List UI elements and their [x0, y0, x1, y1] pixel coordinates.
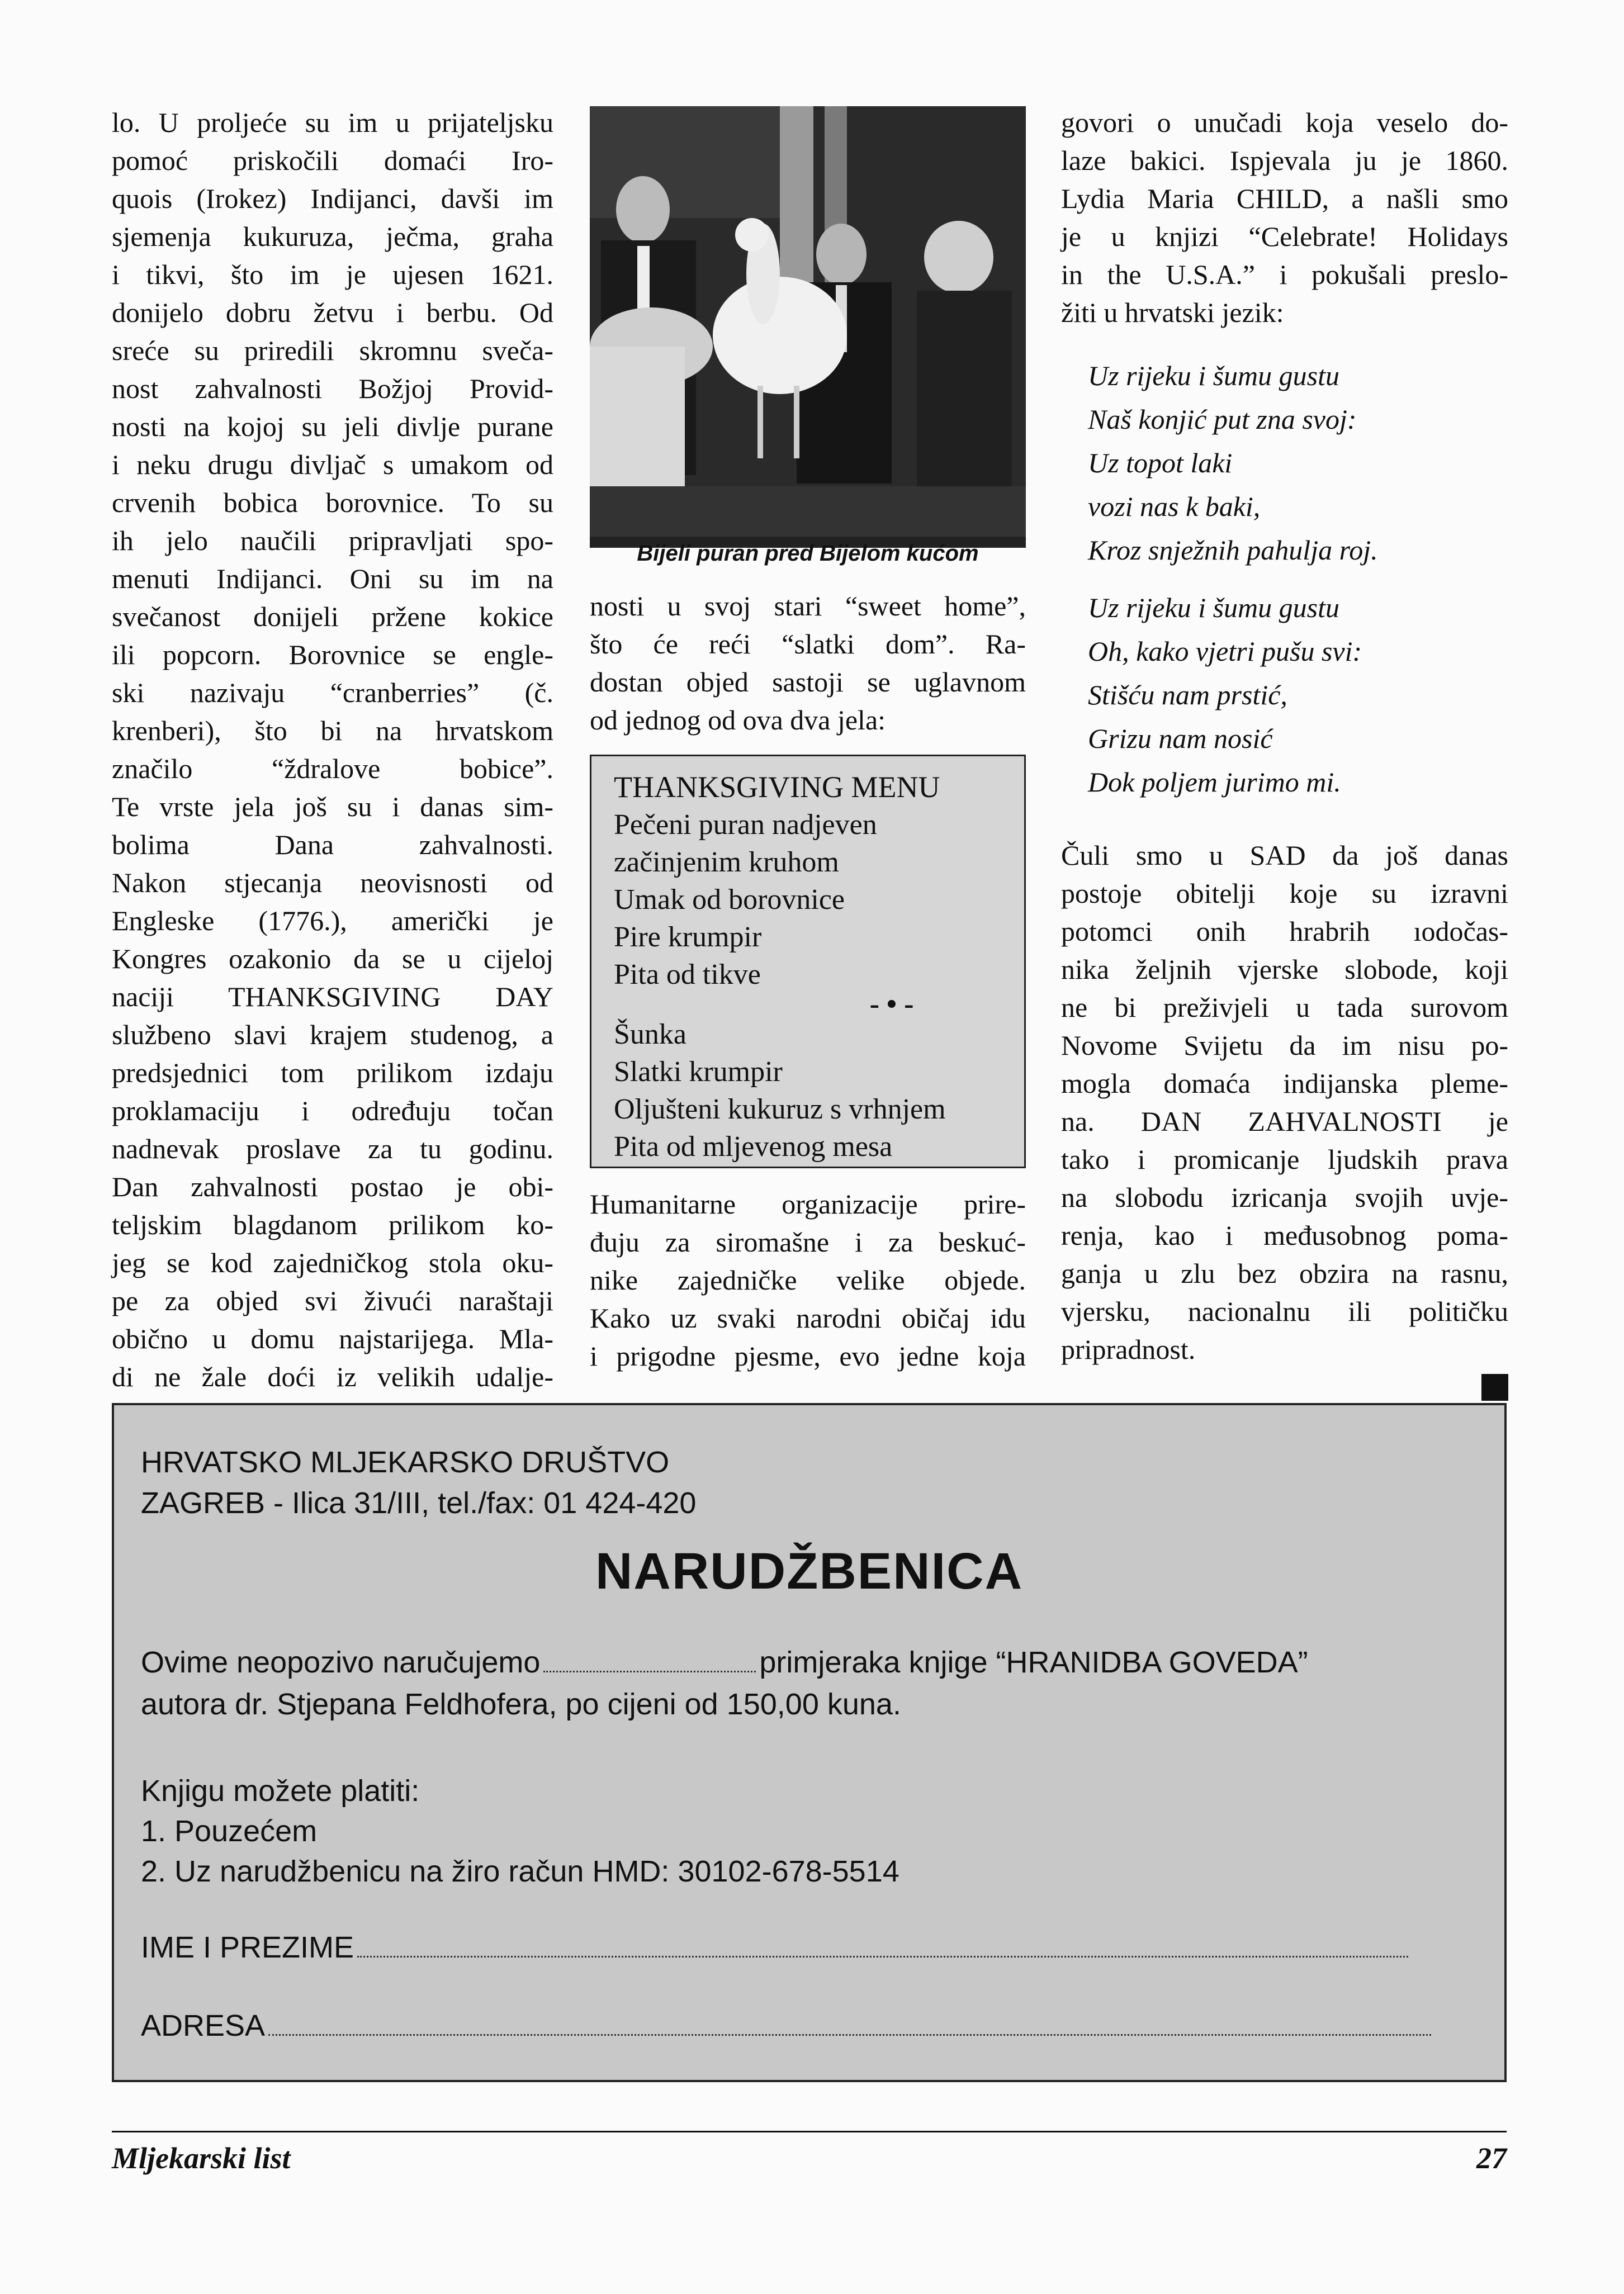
text-line: tako i promicanje ljudskih prava [1061, 1144, 1508, 1175]
poem-line: Uz topot laki [1088, 447, 1233, 478]
name-label: IME I PREZIME [141, 1931, 354, 1964]
order-text-a: Ovime neopozivo naručujemo [141, 1646, 541, 1679]
text-line: nost zahvalnosti Božjoj Provid- [112, 373, 553, 404]
quantity-field[interactable] [543, 1671, 756, 1672]
text-line: laze bakici. Ispjevala ju je 1860. [1061, 145, 1508, 176]
text-line: sjemenja kukuruza, ječma, graha [112, 221, 553, 252]
text-line: Čuli smo u SAD da još danas [1061, 840, 1508, 871]
text-line: nike zajedničke velike objede. [590, 1264, 1026, 1296]
text-line: nosti na kojoj su jeli divlje purane [112, 411, 553, 442]
article-column-2-bottom [590, 1185, 1026, 1375]
address-label: ADRESA [141, 2009, 266, 2042]
poem-line: Naš konjić put zna svoj: [1088, 404, 1357, 435]
article-column-3 [1061, 103, 1508, 1401]
text-line: proklamaciju i određuju točan [112, 1095, 553, 1126]
page-number: 27 [1476, 2141, 1507, 2175]
text-line: crvenih bobica borovnice. To su [112, 487, 553, 518]
text-line: značilo “ždralove bobice”. [112, 753, 553, 784]
text-line: i prigodne pjesme, evo jedne koja [590, 1340, 1026, 1372]
menu-title: THANKSGIVING MENU [614, 770, 940, 804]
text-line: sreće su priredili skromnu sveča- [112, 335, 553, 366]
poem-line: Uz rijeku i šumu gustu [1088, 592, 1339, 623]
poem-line: Dok poljem jurimo mi. [1088, 766, 1341, 798]
text-line: menuti Indijanci. Oni su im na [112, 563, 553, 594]
name-row [141, 1931, 1412, 1964]
text-line: predsjednici tom prilikom izdaju [112, 1057, 553, 1088]
menu-item: Pita od mljevenog mesa [614, 1131, 893, 1163]
text-line: mogla domaća indijanska pleme- [1061, 1068, 1508, 1099]
text-line: quois (Irokez) Indijanci, davši im [112, 183, 553, 214]
text-line: dostan objed sastoji se uglavnom [590, 666, 1026, 698]
payment-title: Knjigu možete platiti: [141, 1774, 420, 1808]
text-line: ne bi preživjeli u tada surovom [1061, 992, 1508, 1023]
text-line: naciji THANKSGIVING DAY [112, 981, 553, 1012]
text-line: i tikvi, što im je ujesen 1621. [112, 259, 553, 290]
poem-line: vozi nas k baki, [1088, 491, 1261, 522]
article-column-2-top [590, 587, 1026, 739]
photo-illustration [590, 106, 1026, 537]
text-line: ganja u zlu bez obzira na rasnu, [1061, 1258, 1508, 1289]
text-line: obično u domu najstarijega. Mla- [112, 1323, 553, 1354]
text-line: govori o unučadi koja veselo do- [1061, 107, 1508, 138]
text-line: lo. U proljeće su im u prijateljsku [112, 107, 553, 138]
text-line: pripradnost. [1061, 1334, 1196, 1365]
text-line: Kongres ozakonio da se u cijeloj [112, 943, 553, 974]
text-line: pomoć priskočili domaći Iro- [112, 145, 553, 176]
menu-item: začinjenim kruhom [614, 846, 839, 878]
text-line: Nakon stjecanja neovisnosti od [112, 867, 553, 898]
poem-line: Grizu nam nosić [1088, 723, 1273, 754]
column-3-intro [1061, 103, 1508, 331]
text-line: krenberi), što bi na hrvatskom [112, 715, 553, 746]
poem-line: Kroz snježnih pahulja roj. [1088, 534, 1378, 566]
menu-item: Pita od tikve [614, 959, 761, 990]
text-line: Humanitarne organizacije prire- [590, 1188, 1026, 1220]
order-form [112, 1403, 1507, 2082]
text-line: pe za objed svi živući naraštaji [112, 1285, 553, 1316]
order-line-2: autora dr. Stjepana Feldhofera, po cijeni od 150,00 kuna. [141, 1688, 901, 1721]
text-line: Novome Svijetu da im nisu po- [1061, 1030, 1508, 1061]
menu-separator: - • - [869, 988, 914, 1020]
text-line: na slobodu izricanja svojih uvje- [1061, 1182, 1508, 1213]
column-3-conclusion [1061, 836, 1508, 1368]
article-column-1 [112, 103, 553, 1396]
text-line: teljskim blagdanom prilikom ko- [112, 1209, 553, 1240]
poem-line: Stišću nam prstić, [1088, 679, 1287, 710]
poem-stanza-2 [1061, 586, 1508, 804]
text-line: vjersku, nacionalnu ili političku [1061, 1296, 1508, 1327]
photo-caption: Bijeli puran pred Bijelom kućom [637, 541, 979, 566]
text-line: nadnevak proslave za tu godinu. [112, 1133, 553, 1164]
text-line: svečanost donijeli pržene kokice [112, 601, 553, 632]
text-line: potomci onih hrabrih ıodočas- [1061, 916, 1508, 947]
form-title: NARUDŽBENICA [595, 1543, 1024, 1600]
text-line: Lydia Maria CHILD, a našli smo [1061, 183, 1508, 214]
text-line: jeg se kod zajedničkog stola oku- [112, 1247, 553, 1278]
menu-item: Pečeni puran nadjeven [614, 809, 877, 841]
org-address: ZAGREB - Ilica 31/III, tel./fax: 01 424-420 [141, 1486, 697, 1520]
text-line: od jednog od ova dva jela: [590, 704, 886, 736]
text-line: i neku drugu divljač s umakom od [112, 449, 553, 480]
text-line: službeno slavi krajem studenog, a [112, 1019, 553, 1050]
text-line: Dan zahvalnosti postao je obi- [112, 1171, 553, 1202]
org-name: HRVATSKO MLJEKARSKO DRUŠTVO [141, 1445, 670, 1479]
turkey-photo [590, 106, 1026, 548]
menu-item: Šunka [614, 1018, 686, 1050]
name-field[interactable] [357, 1956, 1408, 1958]
footer-rule [112, 2131, 1507, 2132]
journal-name: Mljekarski list [112, 2141, 291, 2175]
text-line: ih jelo naučili pripravljati spo- [112, 525, 553, 556]
menu-item: Pire krumpir [614, 921, 762, 953]
text-line: žiti u hrvatski jezik: [1061, 297, 1284, 328]
order-line-1 [141, 1646, 1308, 1679]
text-line: ski nazivaju “cranberries” (č. [112, 677, 553, 708]
text-line: postoje obitelji koje su izravni [1061, 878, 1508, 909]
text-line: đuju za siromašne i za beskuć- [590, 1226, 1026, 1258]
end-of-article-mark [1481, 1374, 1508, 1401]
text-line: što će reći “slatki dom”. Ra- [590, 628, 1026, 660]
text-line: nosti u svoj stari “sweet home”, [590, 590, 1026, 622]
text-line: je u knjizi “Celebrate! Holidays [1061, 221, 1508, 252]
menu-item: Umak od borovnice [614, 884, 845, 916]
payment-option-2: 2. Uz narudžbenicu na žiro račun HMD: 30102-678-5514 [141, 1855, 899, 1888]
thanksgiving-menu-box [590, 755, 1026, 1168]
poem-line: Uz rijeku i šumu gustu [1088, 360, 1339, 391]
text-line: na. DAN ZAHVALNOSTI je [1061, 1106, 1508, 1137]
text-line: ili popcorn. Borovnice se engle- [112, 639, 553, 670]
address-field[interactable] [268, 2034, 1431, 2036]
text-line: Engleske (1776.), američki je [112, 905, 553, 936]
address-row [141, 2009, 1434, 2042]
menu-item: Oljušteni kukuruz s vrhnjem [614, 1093, 946, 1125]
text-line: bolima Dana zahvalnosti. [112, 829, 553, 860]
text-line: donijelo dobru žetvu i berbu. Od [112, 297, 553, 328]
poem-line: Oh, kako vjetri pušu svi: [1088, 636, 1362, 667]
menu-item: Slatki krumpir [614, 1056, 783, 1088]
poem [1061, 354, 1508, 804]
poem-stanza-1 [1061, 354, 1508, 572]
text-line: Kako uz svaki narodni običaj idu [590, 1302, 1026, 1334]
payment-option-1: 1. Pouzećem [141, 1814, 318, 1848]
text-line: nika željnih vjerske slobode, koji [1061, 954, 1508, 985]
text-line: Te vrste jela još su i danas sim- [112, 791, 553, 822]
order-text-b: primjeraka knjige “HRANIDBA GOVEDA” [759, 1646, 1308, 1679]
text-line: in the U.S.A.” i pokušali preslo- [1061, 259, 1508, 290]
text-line: di ne žale doći iz velikih udalje- [112, 1361, 553, 1392]
text-line: renja, kao i međusobnog poma- [1061, 1220, 1508, 1251]
